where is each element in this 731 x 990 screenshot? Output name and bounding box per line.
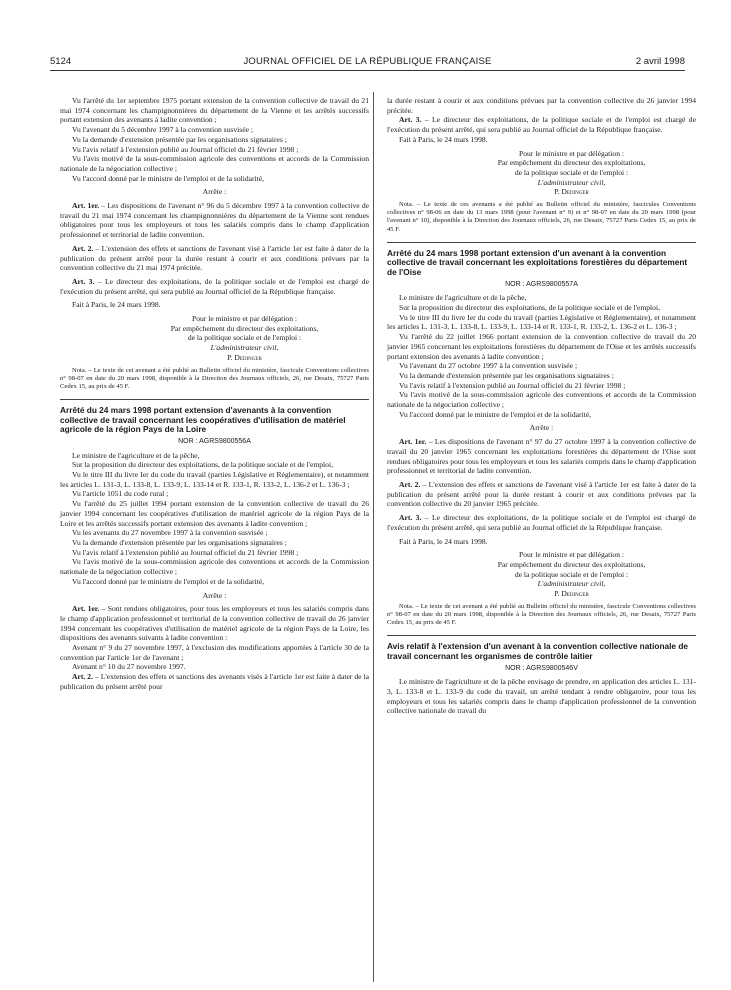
journal-title: JOURNAL OFFICIEL DE LA RÉPUBLIQUE FRANÇAISE [243,56,492,67]
visa-paragraph: Vu l'avis motivé de la sous-commission agricole des conventions et accords de la Commission nationale de la négociation collective ; [60,154,369,173]
signature-line: Pour le ministre et par délégation : [191,314,298,324]
signature-line: Pour le ministre et par délégation : [518,148,625,158]
article-3 [387,513,696,532]
issue-date: 2 avril 1998 [635,56,685,67]
visa-paragraph: Vu l'avenant du 27 octobre 1997 à la convention susvisée ; [399,361,578,371]
section-separator [387,635,696,636]
article-1 [387,437,696,476]
visa-paragraph: Sur la proposition du directeur des exploitations, de la politique sociale et de l'emploi, [399,303,660,313]
visa-paragraph: Vu l'avis motivé de la sous-commission agricole des conventions et accords de la Commission nationale de la négociation collective ; [60,557,369,577]
signature-title: L'administrateur civil, [537,177,606,187]
avenant-item: Avenant n° 9 du 27 novembre 1997, à l'exclusion des modifications apportées à l'article 30 de la convention par l'article 1er de l'avenant ; [60,643,369,662]
visa-paragraph: Vu l'arrêté du 25 juillet 1994 portant extension de la convention collective de travail du 26 janvier 1994 concernant les coopératives d'utilisation de matériel agricole de la région Pays de la Loire et les arrêtés successifs portant extension des avenants à ladite convention ; [60,499,369,528]
visa-paragraph: Vu l'avis relatif à l'extension publié au Journal officiel du 21 février 1998 ; [72,547,299,557]
visa-paragraph: Vu l'arrêté du 22 juillet 1966 portant extension de la convention collective de travail du 20 janvier 1965 concernant les exploitations forestières du département de l'Oise et les arrêtés successifs portant extension des avenants à ladite convention ; [387,332,696,361]
signatory-name: P. Dedinger [554,187,589,197]
arrete-heading: Arrête : [202,590,227,600]
signature-title: L'administrateur civil, [537,579,606,589]
arrete-heading: Arrête : [202,187,227,197]
visa-paragraph: Le ministre de l'agriculture et de la pêche, [72,450,200,460]
article-3 [387,115,696,134]
signature-line: Par empêchement du directeur des exploitations, [170,323,319,333]
article-text: – Le directeur des exploitations, de la politique sociale et de l'emploi est chargé de l'exécution du présent arrêté, qui sera publié au Journal officiel de la République française. [60,276,369,296]
visa-paragraph: Vu l'avis motivé de la sous-commission agricole des conventions et accords de la Commission nationale de la négociation collective ; [387,390,696,410]
signature-line: de la politique sociale et de l'emploi : [514,569,629,579]
page-number: 5124 [50,56,72,67]
section-separator [60,399,369,400]
signatory-name: P. Dedinger [227,352,262,362]
article-2 [60,244,369,273]
avenant-item: Avenant n° 10 du 27 novembre 1997. [72,662,186,672]
section-title: Arrêté du 24 mars 1998 portant extension d'avenants à la convention collective de travail concernant les coopératives d'utilisation de matériel agricole de la région Pays de la Loire [60,405,346,435]
signed-place-date: Fait à Paris, le 24 mars 1998. [399,134,488,144]
nota-note: Nota. – Le texte de cet avenant a été publié au Bulletin officiel du ministère, fascicule Conventions collectives n° 98-07 en date du 20 mars 1998, disponible à la Direction des Journaux officiels, 26, rue Desaix, 75727 Paris Cedex 15, au prix de 45 F. [387,602,696,627]
visa-paragraph: Vu les avenants du 27 novembre 1997 à la convention susvisée ; [72,528,268,538]
continued-paragraph: la durée restant à courir et aux conditions prévues par la convention collective du 26 janvier 1994 précitée. [387,96,696,115]
nor-reference: NOR : AGRS9800557A [505,280,578,288]
visa-paragraph: Vu la demande d'extension présentée par les organisations signataires ; [72,538,287,547]
header-rule [50,70,685,71]
visa-paragraph: Sur la proposition du directeur des exploitations, de la politique sociale et de l'emploi, [72,460,333,470]
avis-paragraph: Le ministre de l'agriculture et de la pêche envisage de prendre, en application des articles L. 131-3, L. 133-8 et L. 133-9 du code du travail, un arrêté tendant à rendre obligatoire, pour tous les employeurs et tous les salariés compris dans le champ d'application professionnel de la convention collective nationale de travail du [387,677,696,716]
visa-paragraph: Vu l'arrêté du 1er septembre 1975 portant extension de la convention collective de travail du 21 mai 1974 concernant les champignonnières du département de la Vienne et les arrêtés successifs portant extension des avenants à ladite convention ; [60,96,369,125]
signature-line: Pour le ministre et par délégation : [518,550,625,560]
arrete-heading: Arrête : [529,423,554,433]
article-label: Art. 1er. [399,437,427,447]
visa-paragraph: Vu l'accord donné par le ministre de l'emploi et de la solidarité, [399,409,592,419]
signed-place-date: Fait à Paris, le 24 mars 1998. [72,300,161,310]
page-header [50,56,685,70]
article-text: – Les dispositions de l'avenant n° 97 du 27 octobre 1997 à la convention collective de travail du 20 janvier 1965 concernant les exploitations forestières du département de l'Oise sont rendues obligatoires pour tous les employeurs et tous les salariés compris dans le champ d'application professionnel et territorial de ladite convention. [387,437,697,476]
article-label: Art. 3. [399,115,422,125]
visa-paragraph: Vu l'avis relatif à l'extension publié au Journal officiel du 21 février 1998 ; [72,144,299,154]
article-text: – L'extension des effets et sanctions des avenants visés à l'article 1er est faite à dater de la publication du présent arrêté pour [60,672,369,691]
visa-paragraph: Vu l'avis relatif à l'extension publié au Journal officiel du 21 février 1998 ; [399,380,626,390]
article-text: – Le directeur des exploitations, de la politique sociale et de l'emploi est chargé de l'exécution du présent arrêté, qui sera publié au Journal officiel de la République française. [387,115,696,135]
section-title: Arrêté du 24 mars 1998 portant extension d'un avenant à la convention collective de travail concernant les exploitations forestières du département de l'Oise [387,247,688,278]
article-2 [60,672,369,691]
signature-line: Par empêchement du directeur des exploitations, [497,158,646,168]
article-2 [387,480,696,509]
signature-line: de la politique sociale et de l'emploi : [514,167,629,177]
article-label: Art. 2. [72,672,93,682]
visa-paragraph: Vu la demande d'extension présentée par les organisations signataires ; [72,134,287,144]
article-text: – Sont rendues obligatoires, pour tous les employeurs et tous les salariés compris dans le champ d'application professionnel et territorial de la convention collective de travail du 26 janvier 1994 concernant les coopératives d'utilisation de matériel agricole de la région Pays de la Loire, les dispositions des avenants suivants à ladite convention : [60,604,370,643]
nota-note: Nota. – Le texte de ces avenants a été publié au Bulletin officiel du ministère, fascicules Conventions collectives n° 98-06 en date du 13 mars 1998 (pour l'avenant n° 9) et n° 98-07 en date du 20 mars 1998 (pour l'avenant n° 10), disponible à la Direction des Journaux officiels, 26, rue Desaix, 75727 Paris Cedex 15, au prix de 45 F. [387,201,696,233]
visa-paragraph: Vu l'accord donné par le ministre de l'emploi et de la solidarité, [72,576,265,586]
article-1 [60,604,369,643]
signature-line: Par empêchement du directeur des exploitations, [497,559,646,569]
signature-block [447,149,696,198]
nor-reference: NOR : AGRS9800556A [178,437,251,445]
right-column [387,96,696,716]
visa-paragraph: Vu le titre III du livre Ier du code du travail (parties Législative et Réglementaire), et notamment les articles L. 131-3, L. 133-8, L. 133-9, L. 133-14 et R. 133-1, R. 133-2, L. 136-2 et L. 136-3 ; [387,312,696,332]
visa-paragraph: Vu l'accord donné par le ministre de l'emploi et de la solidarité, [72,173,265,183]
section-title: Avis relatif à l'extension d'un avenant à la convention collective nationale de travail concernant les organismes de contrôle laitier [387,641,689,661]
section-separator [387,242,696,243]
nota-note: Nota. – Le texte de cet avenant a été publié au Bulletin officiel du ministère, fascicule Conventions collectives n° 98-07 en date du 20 mars 1998, disponible à la Direction des Journaux officiels, 26, rue Desaix, 75727 Paris Cedex 15, au prix de 45 F. [60,366,369,390]
article-3 [60,277,369,296]
article-label: Art. 1er. [72,604,100,614]
signature-title: L'administrateur civil, [210,343,279,353]
article-text: – Le directeur des exploitations, de la politique sociale et de l'emploi est chargé de l'exécution du présent arrêté, qui sera publié au Journal officiel de la République française. [387,513,696,532]
left-column [60,96,369,692]
article-1 [60,201,369,240]
visa-paragraph: Le ministre de l'agriculture et de la pêche, [399,293,527,303]
visa-paragraph: Vu le titre III du livre Ier du code du travail (parties Législative et Réglementaire), et notamment les articles L. 131-3, L. 133-8, L. 133-9, L. 133-14 et R. 133-1, R. 133-2, L. 136-2 et L. 136-3 ; [60,470,369,489]
signatory-name: P. Dedinger [554,589,589,599]
visa-paragraph: Vu la demande d'extension présentée par les organisations signataires ; [399,370,614,380]
signature-block [120,314,369,363]
signature-block [447,550,696,599]
article-label: Art. 2. [399,479,421,489]
article-label: Art. 3. [399,513,422,523]
visa-paragraph: Vu l'article 1051 du code rural ; [72,489,169,499]
signed-place-date: Fait à Paris, le 24 mars 1998. [399,536,488,546]
nor-reference: NOR : AGRS9800546V [505,664,578,672]
article-text: – L'extension des effets et sanctions de l'avenant visé à l'article 1er est faite à dater de la publication du présent arrêté pour la durée restant à courir et aux conditions prévues par la convention collective du 21 mai 1974 précitée. [60,243,369,273]
article-label: Art. 1er. [72,201,100,211]
signature-line: de la politique sociale et de l'emploi : [187,333,302,343]
article-label: Art. 2. [72,243,94,253]
article-label: Art. 3. [72,276,95,286]
article-text: – Les dispositions de l'avenant n° 96 du 5 décembre 1997 à la convention collective de travail du 21 mai 1974 concernant les champignonnières du département de la Vienne sont rendues obligatoires pour tous les employeurs et tous les salariés compris dans le champ d'application professionnel et territorial de ladite convention. [60,201,370,240]
visa-paragraph: Vu l'avenant du 5 décembre 1997 à la convention susvisée ; [72,125,254,135]
column-divider [373,92,374,982]
article-text: – L'extension des effets et sanctions de l'avenant visé à l'article 1er est faite à dater de la publication du présent arrêté pour la durée restant à courir et aux conditions prévues par la convention collective du 20 janvier 1965 précitée. [387,479,696,509]
